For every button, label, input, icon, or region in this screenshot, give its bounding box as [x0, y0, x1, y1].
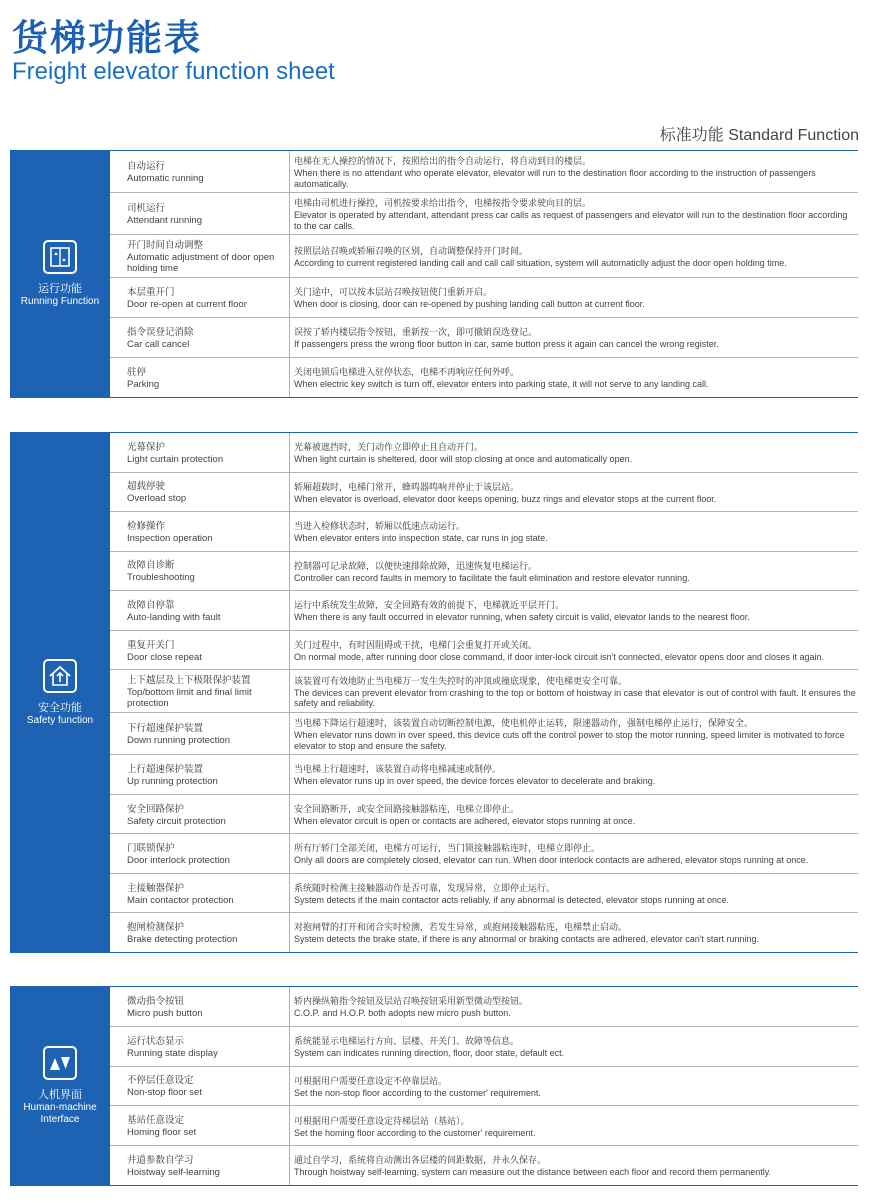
function-name-cell — [110, 631, 290, 670]
description-cn: 轿厢超载时，电梯门常开，蜂鸣器鸣响并停止于该层站。 — [294, 482, 520, 493]
function-name-cn: 超载停驶 — [127, 481, 166, 493]
function-name-cn: 开门时间自动调整 — [127, 240, 204, 251]
page-title-en: Freight elevator function sheet — [12, 58, 335, 85]
description-en: If passengers press the wrong floor button in car, same button press it again can cancel the wrong register. — [294, 339, 719, 350]
function-name-cell — [110, 235, 290, 277]
description-en: According to current registered landing call and call call situation, system will automaticlly adjust the door open holding time. — [294, 257, 787, 268]
description-en: When light curtain is sheltered, door will stop closing at once and automatically open. — [294, 454, 633, 465]
table-row — [110, 1027, 858, 1067]
description-cn: 运行中系统发生故障，安全回路有效的前提下，电梯就近平层开门。 — [294, 601, 565, 612]
table-row — [110, 473, 858, 513]
description-cn: 通过自学习，系统将自动测出各层楼的间距数据，并永久保存。 — [294, 1156, 547, 1167]
description-cn: 电梯由司机进行操控，司机按要求给出指令，电梯按指令要求驶向目的层。 — [294, 199, 592, 209]
function-name-cell — [110, 318, 290, 357]
section-title-cn: 运行功能 — [38, 282, 82, 295]
function-name-cn: 重复开关门 — [127, 639, 175, 651]
function-name-cell — [110, 913, 290, 952]
function-name-en: Down running protection — [127, 735, 230, 747]
function-name-cell — [110, 278, 290, 317]
description-cn: 当进入检修状态时，轿厢以低速点动运行。 — [294, 522, 466, 533]
table-row — [110, 235, 858, 278]
function-name-en: Hoistway self-learning — [127, 1167, 220, 1179]
running-function-section — [10, 150, 858, 398]
description-en: Set the homing floor according to the customer' requirement. — [294, 1127, 536, 1138]
function-name-cell — [110, 1027, 290, 1066]
function-description-cell — [290, 795, 858, 834]
function-name-cn: 主接触器保护 — [127, 882, 185, 894]
function-description-cell — [290, 473, 858, 512]
table-row — [110, 591, 858, 631]
function-name-en: Auto-landing with fault — [127, 611, 221, 623]
table-row — [110, 913, 858, 952]
function-name-en: Up running protection — [127, 776, 218, 788]
description-en: Set the non-stop floor according to the customer' requirement. — [294, 1087, 541, 1098]
function-description-cell — [290, 193, 858, 234]
function-description-cell — [290, 1146, 858, 1185]
page-title-cn: 货梯功能表 — [12, 18, 203, 59]
function-name-cn: 井道参数自学习 — [127, 1155, 194, 1167]
section-title-en: Running Function — [20, 296, 100, 307]
table-row — [110, 795, 858, 835]
function-name-cell — [110, 552, 290, 591]
function-description-cell — [290, 278, 858, 317]
function-description-cell — [290, 987, 858, 1026]
function-name-cn: 运行状态显示 — [127, 1035, 185, 1047]
function-name-en: Car call cancel — [127, 339, 190, 350]
home-up-icon — [43, 659, 77, 693]
function-name-cn: 驻停 — [127, 367, 147, 378]
function-description-cell — [290, 358, 858, 397]
description-cn: 按照层站召唤或轿厢召唤的区别，自动调整保持开门时间。 — [294, 246, 529, 257]
description-en: When elevator circuit is open or contacts are adhered, elevator stops running at once. — [294, 815, 636, 826]
description-cn: 轿内操纵箱指令按钮及层站召唤按钮采用新型微动型按钮。 — [294, 997, 529, 1008]
description-en: When electric key switch is turn off, elevator enters into parking state, it will not serve to any landing call. — [294, 379, 709, 390]
table-row — [110, 874, 858, 914]
function-table — [110, 433, 858, 952]
function-name-cell — [110, 151, 290, 192]
function-name-cell — [110, 358, 290, 397]
function-name-cell — [110, 874, 290, 913]
description-en: System can indicates running direction, floor, door state, default ect. — [294, 1047, 565, 1058]
description-cn: 系统随时检测主接触器动作是否可靠，发现异常，立即停止运行。 — [294, 883, 556, 894]
section-title-cn: 人机界面 — [38, 1088, 82, 1101]
function-description-cell — [290, 1067, 858, 1106]
table-row — [110, 193, 858, 235]
safety-function-section — [10, 432, 858, 953]
function-name-cn: 微动指令按钮 — [127, 995, 185, 1007]
table-row — [110, 1067, 858, 1107]
description-cn: 系统能显示电梯运行方向、层楼、开关门、故障等信息。 — [294, 1036, 520, 1047]
function-name-en: Overload stop — [127, 493, 187, 505]
description-en: When elevator enters into inspection state, car runs in jog state. — [294, 533, 548, 544]
elevator-car-icon — [43, 240, 77, 274]
function-name-cell — [110, 193, 290, 234]
function-name-cn: 故障自诊断 — [127, 560, 175, 572]
function-name-cell — [110, 713, 290, 754]
hmi-section — [10, 986, 858, 1186]
description-cn: 关门过程中，有时因阻碍或干扰，电梯门会重复打开或关闭。 — [294, 640, 538, 651]
description-cn: 所有厅轿门全部关闭，电梯方可运行，当门锁接触器粘连时，电梯立即停止。 — [294, 844, 601, 855]
function-description-cell — [290, 591, 858, 630]
function-description-cell — [290, 1027, 858, 1066]
description-en: System detects the brake state, if there is any abnormal or braking contacts are adhered, elevator can't start running. — [294, 934, 759, 945]
function-name-cell — [110, 473, 290, 512]
function-description-cell — [290, 235, 858, 277]
function-description-cell — [290, 913, 858, 952]
function-description-cell — [290, 151, 858, 192]
function-description-cell — [290, 713, 858, 754]
function-name-cell — [110, 1106, 290, 1145]
description-en: When elevator runs down in over speed, this device cuts off the control power to stop the motor running, speed limiter is motivated to force elevator to stop and ensure the safety. — [294, 730, 845, 751]
function-name-cell — [110, 987, 290, 1026]
function-description-cell — [290, 631, 858, 670]
function-name-cn: 故障自停靠 — [127, 599, 175, 611]
function-name-cn: 检修操作 — [127, 520, 166, 532]
function-description-cell — [290, 670, 858, 712]
function-name-en: Main contactor protection — [127, 894, 234, 906]
table-row — [110, 512, 858, 552]
description-cn: 可根据用户需要任意设定待梯层站（基站）。 — [294, 1116, 470, 1127]
description-cn: 电梯在无人操控的情况下，按照给出的指令自动运行，将自动到目的楼层。 — [294, 157, 592, 167]
standard-function-label: 标准功能 Standard Function — [659, 127, 859, 144]
description-en: Elevator is operated by attendant, attendant press car calls as request of passengers and elevator will run to the destination floor according to the car calls. — [294, 210, 848, 231]
table-row — [110, 1146, 858, 1185]
function-description-cell — [290, 318, 858, 357]
up-down-arrows-icon — [43, 1046, 77, 1080]
function-name-en: Light curtain protection — [127, 453, 224, 465]
section-sidebar — [10, 987, 110, 1185]
function-description-cell — [290, 1106, 858, 1145]
description-en: When elevator runs up in over speed, the device forces elevator to decelerate and braking. — [294, 776, 656, 787]
description-cn: 安全回路断开，或安全回路接触器粘连，电梯立即停止。 — [294, 804, 520, 815]
function-name-en: Automatic adjustment of door open holding time — [127, 252, 275, 274]
description-cn: 关闭电锁后电梯进入驻停状态，电梯不再响应任何外呼。 — [294, 368, 520, 379]
section-title-en: Human-machine Interface — [23, 1102, 97, 1125]
description-cn: 关门途中，可以按本层站召唤按钮使门重新开启。 — [294, 288, 493, 299]
function-name-cell — [110, 1067, 290, 1106]
function-name-en: Door interlock protection — [127, 855, 230, 867]
description-en: Only all doors are completely closed, elevator can run. When door interlock contacts are adhered, elevator stops running at once. — [294, 855, 809, 866]
function-name-cn: 下行超速保护装置 — [127, 723, 204, 735]
table-row — [110, 713, 858, 755]
function-name-cn: 司机运行 — [127, 203, 166, 214]
description-en: When there is any fault occurred in elevator running, when safety circuit is valid, elevator lands to the nearest floor. — [294, 612, 750, 623]
function-name-cn: 本层重开门 — [127, 287, 175, 298]
table-row — [110, 552, 858, 592]
function-name-en: Micro push button — [127, 1007, 203, 1019]
function-description-cell — [290, 512, 858, 551]
function-table — [110, 151, 858, 397]
function-name-cell — [110, 512, 290, 551]
description-en: The devices can prevent elevator from crashing to the top or bottom of hoistway in case that elevator is out of control with fault. It ensures the safety and reliability. — [294, 687, 856, 709]
function-name-cell — [110, 795, 290, 834]
function-name-cn: 基站任意设定 — [127, 1115, 185, 1127]
table-row — [110, 755, 858, 795]
description-cn: 当电梯上行超速时，该装置自动将电梯减速或制停。 — [294, 765, 502, 776]
function-name-en: Top/bottom limit and final limit protection — [127, 687, 252, 710]
function-name-cn: 上下越层及上下极限保护装置 — [127, 675, 251, 687]
description-cn: 对抱闸臂的打开和闭合实时检测，若发生异常，或抱闸接触器粘连，电梯禁止启动。 — [294, 923, 628, 934]
description-en: System detects if the main contactor acts reliably, if any abnormal is detected, elevator stops running at once. — [294, 894, 730, 905]
description-en: Through hoistway self-learning, system can measure out the distance between each floor and record them permanently. — [294, 1167, 772, 1178]
function-description-cell — [290, 874, 858, 913]
function-name-cell — [110, 1146, 290, 1185]
description-en: When elevator is overload, elevator door keeps opening, buzz rings and elevator stops at the current floor. — [294, 493, 717, 504]
function-name-cell — [110, 591, 290, 630]
function-name-cell — [110, 755, 290, 794]
function-name-en: Parking — [127, 379, 160, 390]
function-name-cell — [110, 670, 290, 712]
section-sidebar — [10, 433, 110, 952]
function-name-cell — [110, 433, 290, 472]
function-name-cn: 不停层任意设定 — [127, 1075, 194, 1087]
function-name-en: Inspection operation — [127, 532, 213, 544]
function-name-en: Attendant running — [127, 215, 203, 226]
table-row — [110, 631, 858, 671]
table-row — [110, 987, 858, 1027]
description-en: When door is closing, door can re-opened by pushing landing call button at current floor. — [294, 299, 645, 310]
description-en: C.O.P. and H.O.P. both adopts new micro push button. — [294, 1008, 511, 1019]
table-row — [110, 433, 858, 473]
function-name-cn: 光幕保护 — [127, 441, 166, 453]
description-cn: 可根据用户需要任意设定不停靠层站。 — [294, 1076, 448, 1087]
function-description-cell — [290, 834, 858, 873]
function-description-cell — [290, 433, 858, 472]
function-name-cell — [110, 834, 290, 873]
description-cn: 误按了轿内楼层指令按钮，重新按一次，即可撤销误选登记。 — [294, 328, 538, 339]
function-description-cell — [290, 755, 858, 794]
function-name-cn: 安全回路保护 — [127, 803, 185, 815]
section-title-en: Safety function — [26, 714, 94, 726]
description-en: On normal mode, after running door close command, if door inter-lock circuit isn't connected, elevator opens door and closes it again. — [294, 651, 824, 662]
description-cn: 光幕被遮挡时，关门动作立即停止且自动开门。 — [294, 443, 484, 454]
function-name-en: Non-stop floor set — [127, 1087, 202, 1099]
function-name-en: Door close repeat — [127, 651, 202, 663]
description-cn: 控制器可记录故障，以便快速排除故障，迅速恢复电梯运行。 — [294, 561, 538, 572]
table-row — [110, 1106, 858, 1146]
function-table — [110, 987, 858, 1185]
table-row — [110, 318, 858, 358]
function-name-en: Door re-open at current floor — [127, 299, 247, 310]
table-row — [110, 670, 858, 713]
table-row — [110, 358, 858, 397]
function-name-en: Running state display — [127, 1047, 218, 1059]
table-row — [110, 151, 858, 193]
description-cn: 该装置可有效地防止当电梯万一发生失控时的冲顶或撞底现象，使电梯更安全可靠。 — [294, 676, 628, 687]
function-name-en: Safety circuit protection — [127, 815, 226, 827]
description-en: When there is no attendant who operate elevator, elevator will run to the destination floor according to the instruction of passengers automatically. — [294, 168, 816, 189]
function-name-en: Automatic running — [127, 173, 204, 184]
function-description-cell — [290, 552, 858, 591]
function-name-cn: 抱闸检测保护 — [127, 922, 185, 934]
description-en: Controller can record faults in memory to facilitate the fault elimination and restore elevator running. — [294, 572, 690, 583]
section-title-cn: 安全功能 — [38, 700, 82, 714]
function-name-en: Homing floor set — [127, 1127, 197, 1139]
function-name-cn: 上行超速保护装置 — [127, 764, 204, 776]
function-name-cn: 自动运行 — [127, 161, 166, 172]
function-name-en: Troubleshooting — [127, 572, 195, 584]
table-row — [110, 834, 858, 874]
function-name-cn: 门联锁保护 — [127, 843, 175, 855]
description-cn: 当电梯下降运行超速时，该装置自动切断控制电源，使电机停止运转，限速器动作，强制电梯停止运行，保障安全。 — [294, 719, 754, 730]
function-name-en: Brake detecting protection — [127, 934, 238, 946]
function-name-cn: 指令误登记消除 — [127, 327, 194, 338]
table-row — [110, 278, 858, 318]
section-sidebar — [10, 151, 110, 397]
